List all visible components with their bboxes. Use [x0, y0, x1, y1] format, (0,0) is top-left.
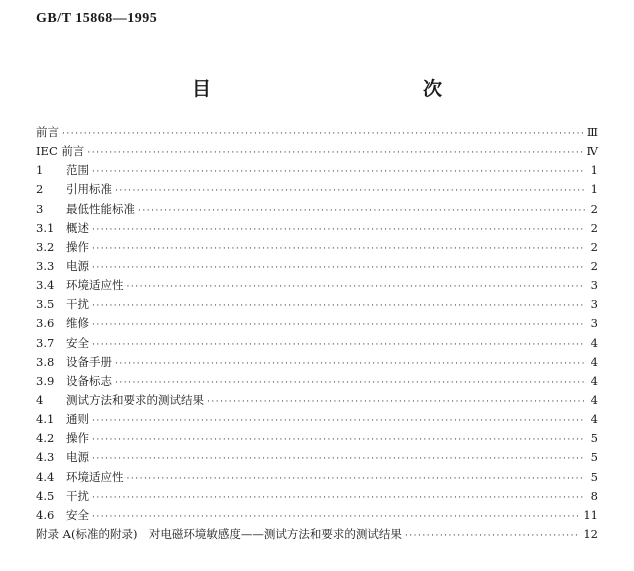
toc-leader-dots	[138, 206, 585, 216]
toc-leader-dots	[92, 244, 585, 254]
toc-entry[interactable]	[36, 277, 598, 296]
toc-entry-number: 3.4	[36, 278, 55, 293]
toc-entry-page: 5	[590, 469, 598, 484]
toc-entry-title: 安全	[66, 507, 89, 522]
toc-entry-number: 3.9	[36, 373, 55, 388]
toc-entry-page: 4	[590, 335, 598, 350]
toc-entry-number: 4.1	[36, 412, 55, 427]
toc-entry[interactable]	[36, 124, 598, 143]
toc-entry-title: 操作	[66, 239, 89, 254]
toc-entry-number: 2	[36, 182, 44, 197]
toc-entry-page: 2	[590, 201, 598, 216]
toc-entry[interactable]	[36, 239, 598, 258]
toc-entry[interactable]	[36, 181, 598, 200]
toc-entry-page: 3	[590, 297, 598, 312]
toc-entry-page: 11	[583, 507, 598, 522]
toc-entry-page: 12	[583, 526, 598, 541]
toc-leader-dots	[92, 454, 585, 464]
toc-entry[interactable]	[36, 507, 598, 526]
toc-entry-title: 测试方法和要求的测试结果	[66, 392, 204, 407]
toc-entry[interactable]	[36, 335, 598, 354]
toc-leader-dots	[115, 186, 585, 196]
toc-entry-number: 3.1	[36, 220, 55, 235]
toc-entry-title: 最低性能标准	[66, 201, 135, 216]
standard-code: GB/T 15868—1995	[36, 11, 158, 26]
toc-entry[interactable]	[36, 162, 598, 181]
toc-leader-dots	[92, 493, 585, 503]
toc-entry-title: 干扰	[66, 488, 89, 503]
toc-leader-dots	[92, 340, 585, 350]
toc-entry[interactable]	[36, 143, 598, 162]
toc-leader-dots	[115, 359, 585, 369]
toc-entry-number: 3.6	[36, 316, 55, 331]
toc-entry-title: 电源	[66, 450, 89, 465]
toc-entry-number: 4.6	[36, 507, 55, 522]
toc-entry-title: 干扰	[66, 297, 89, 312]
toc-entry-title: 操作	[66, 431, 89, 446]
toc-entry-page: 2	[590, 258, 598, 273]
toc-entry-title: 环境适应性	[66, 278, 124, 293]
toc-entry-page: Ⅳ	[586, 144, 598, 159]
page-title: 目 次	[191, 78, 500, 100]
toc-entry-page: 2	[590, 239, 598, 254]
toc-entry-number: 3.7	[36, 335, 55, 350]
toc-entry[interactable]	[36, 220, 598, 239]
toc-entry-page: 8	[590, 488, 598, 503]
toc-entry[interactable]	[36, 449, 598, 468]
toc-entry-page: 4	[590, 412, 598, 427]
toc-entry-title: 设备标志	[66, 373, 112, 388]
toc-entry-number: 3.8	[36, 354, 55, 369]
toc-entry-page: 3	[590, 278, 598, 293]
toc-entry-page: 5	[590, 450, 598, 465]
toc-entry-number: 3.5	[36, 297, 55, 312]
toc-entry-title: 概述	[66, 220, 89, 235]
toc-leader-dots	[115, 378, 585, 388]
toc-entry-title: IEC 前言	[36, 144, 85, 159]
toc-leader-dots	[92, 301, 585, 311]
toc-entry-page: 4	[590, 392, 598, 407]
toc-entry[interactable]	[36, 469, 598, 488]
toc-leader-dots	[92, 435, 585, 445]
toc-entry-title: 维修	[66, 316, 89, 331]
toc-entry-title: 设备手册	[66, 354, 112, 369]
toc-entry-number: 4.3	[36, 450, 55, 465]
toc-entry-number: 3.3	[36, 258, 55, 273]
toc-entry-number: 4.5	[36, 488, 55, 503]
toc-leader-dots	[87, 148, 583, 158]
toc-leader-dots	[62, 129, 584, 139]
toc-entry-title: 范围	[66, 163, 89, 178]
toc-entry-number: 4.2	[36, 431, 55, 446]
toc-entry[interactable]	[36, 258, 598, 277]
toc-entry[interactable]	[36, 201, 598, 220]
toc-entry-page: 4	[590, 373, 598, 388]
toc-entry-title: 引用标准	[66, 182, 112, 197]
toc-entry-number: 4.4	[36, 469, 55, 484]
toc-entry-title: 电源	[66, 258, 89, 273]
toc-entry-page: 3	[590, 316, 598, 331]
table-of-contents	[36, 124, 598, 545]
toc-leader-dots	[405, 531, 580, 541]
toc-leader-dots	[92, 225, 585, 235]
toc-leader-dots	[127, 474, 586, 484]
toc-leader-dots	[92, 320, 585, 330]
toc-entry-title: 安全	[66, 335, 89, 350]
toc-entry-page: Ⅲ	[586, 125, 598, 139]
toc-entry-number: 3	[36, 201, 44, 216]
toc-entry-title: 附录 A(标准的附录) 对电磁环境敏感度——测试方法和要求的测试结果	[36, 526, 402, 541]
toc-entry-page: 5	[590, 431, 598, 446]
toc-entry-page: 4	[590, 354, 598, 369]
toc-entry-number: 1	[36, 163, 44, 178]
toc-entry[interactable]	[36, 411, 598, 430]
toc-leader-dots	[92, 167, 585, 177]
toc-entry-title: 环境适应性	[66, 469, 124, 484]
toc-entry[interactable]	[36, 526, 598, 545]
toc-entry-title: 前言	[36, 125, 59, 139]
toc-entry[interactable]	[36, 296, 598, 315]
toc-entry-page: 1	[590, 163, 598, 178]
toc-leader-dots	[92, 416, 585, 426]
toc-entry[interactable]	[36, 373, 598, 392]
toc-entry[interactable]	[36, 315, 598, 334]
toc-entry-number: 4	[36, 392, 44, 407]
toc-entry[interactable]	[36, 488, 598, 507]
toc-entry[interactable]	[36, 354, 598, 373]
toc-leader-dots	[127, 282, 586, 292]
toc-leader-dots	[92, 263, 585, 273]
toc-entry-page: 2	[590, 220, 598, 235]
toc-entry[interactable]	[36, 392, 598, 411]
toc-entry-number: 3.2	[36, 239, 55, 254]
toc-leader-dots	[207, 397, 585, 407]
toc-leader-dots	[92, 512, 580, 522]
toc-entry[interactable]	[36, 430, 598, 449]
toc-entry-title: 通则	[66, 412, 89, 427]
toc-entry-page: 1	[590, 182, 598, 197]
